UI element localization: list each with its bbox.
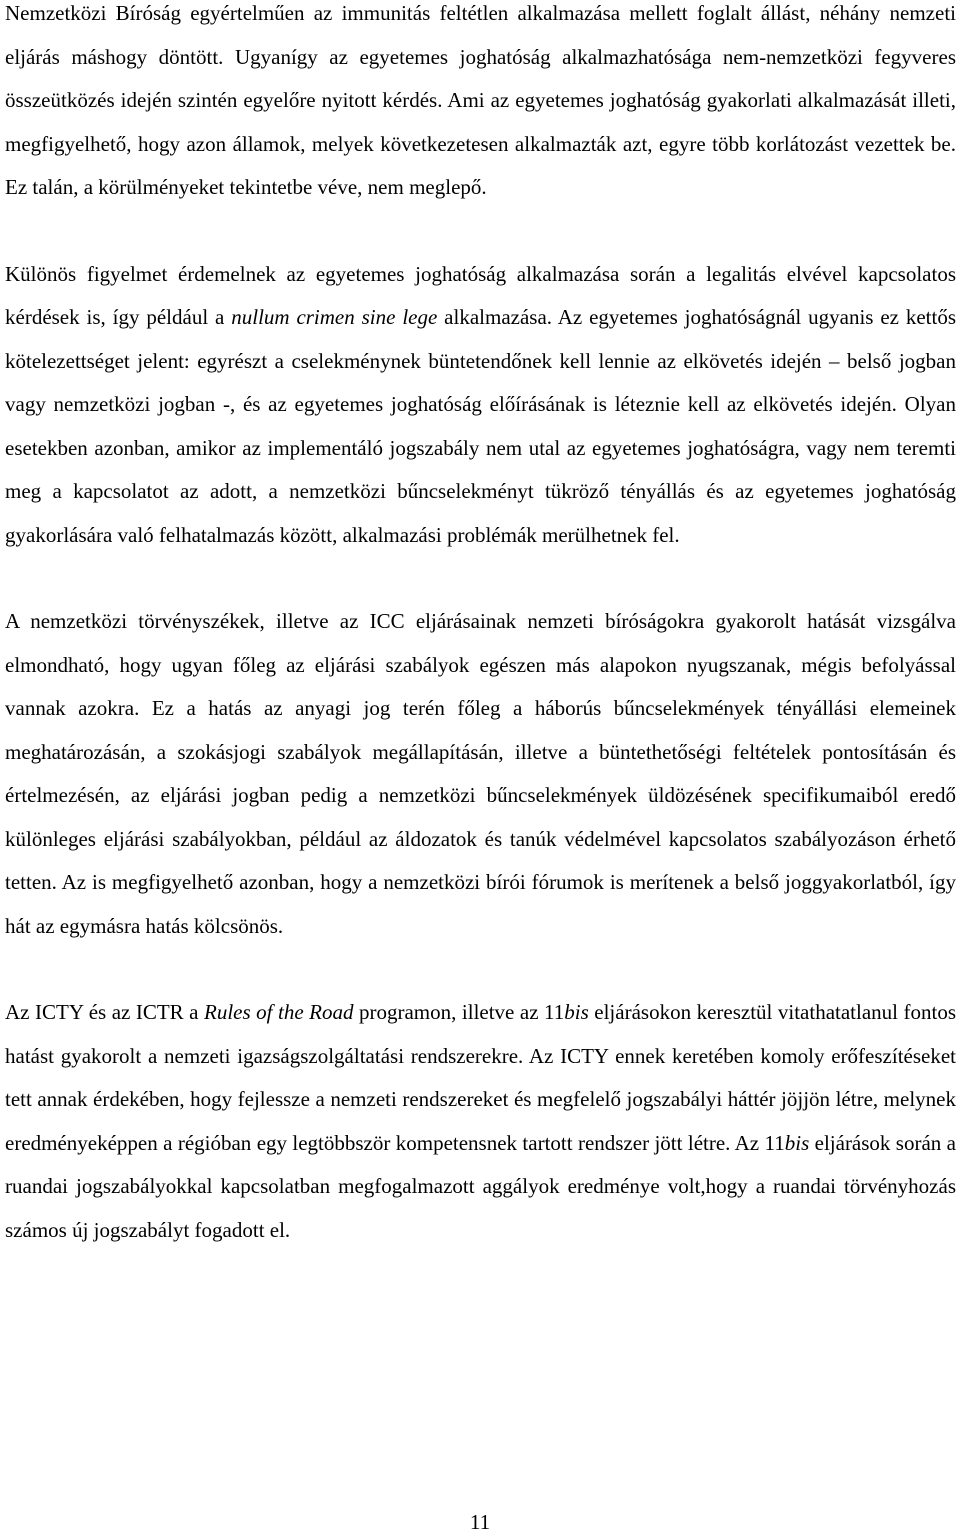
paragraph-4-italic-bis-1: bis <box>564 1000 589 1024</box>
paragraph-gap <box>5 210 956 253</box>
paragraph-4 <box>5 991 956 1252</box>
paragraph-gap <box>5 557 956 600</box>
paragraph-1-text: Nemzetközi Bíróság egyértelműen az immunitás feltétlen alkalmazása mellett foglalt állást, néhány nemzeti eljárás máshogy döntött. Ugyanígy az egyetemes joghatóság alkalmazhatósága nem-nemzetközi fegyveres összeütközés idején szintén egyelőre nyitott kérdés. Ami az egyetemes joghatóság gyakorlati alkalmazását illeti, megfigyelhető, hogy azon államok, melyek következetesen alkalmazták azt, egyre több korlátozást vezettek be. Ez talán, a körülményeket tekintetbe véve, nem meglepő. <box>5 1 956 199</box>
paragraph-2-text-b: alkalmazása. Az egyetemes joghatóságnál ugyanis ez kettős kötelezettséget jelent: egyrészt a cselekménynek büntetendőnek kell lennie az elkövetés idején – belső jogban vagy nemzetközi jogban -, és az egyetemes joghatóság előírásának is léteznie kell az elkövetés idején. Olyan esetekben azonban, amikor az implementáló jogszabály nem utal az egyetemes joghatóságra, vagy nem teremti meg a kapcsolatot az adott, a nemzetközi bűncselekményt tükröző tényállás és az egyetemes joghatóság gyakorlására való felhatalmazás között, alkalmazási problémák merülhetnek fel. <box>5 305 957 547</box>
paragraph-4-italic-program-name: Rules of the Road <box>204 1000 354 1024</box>
paragraph-4-text-a: Az ICTY és az ICTR a <box>5 1000 205 1024</box>
paragraph-1 <box>5 0 956 210</box>
page-number: 11 <box>469 1510 491 1534</box>
paragraph-4-italic-bis-2: bis <box>784 1130 810 1155</box>
paragraph-3-text: A nemzetközi törvényszékek, illetve az ICC eljárásainak nemzeti bíróságokra gyakorolt hatását vizsgálva elmondható, hogy ugyan főleg az eljárási szabályok egészen más alapokon nyugszanak, mégis befolyással vannak azokra. Ez a hatás az anyagi jog terén főleg a háborús bűncselekmények tényállási elemeinek meghatározásán, a szokásjogi szabályok megállapításán, illetve a büntethetőségi feltételek pontosításán és értelmezésén, az eljárási jogban pedig a nemzetközi bűncselekmények üldözésének specifikumaiból eredő különleges eljárási szabályokban, például az áldozatok és tanúk védelmével kapcsolatos szabályozáson érhető tetten. Az is megfigyelhető azonban, hogy a nemzetközi bírói fórumok is merítenek a belső joggyakorlatból, így hát az egymásra hatás kölcsönös. <box>5 609 956 938</box>
paragraph-4-text-d: eljárások során a ruandai jogszabályokkal kapcsolatban megfogalmazott aggályok eredménye volt,hogy a ruandai törvényhozás számos új jogszabályt fogadott el. <box>5 1130 956 1242</box>
paragraph-2-italic-latin-phrase: nullum crimen sine lege <box>231 305 438 329</box>
paragraph-3 <box>5 600 956 948</box>
paragraph-4-text-b: programon, illetve az 11 <box>353 1000 565 1024</box>
paragraph-2-text-a: Különös figyelmet érdemelnek az egyetemes joghatóság alkalmazása során a legalitás elvével kapcsolatos kérdések is, így például a <box>5 261 956 329</box>
paragraph-2 <box>5 253 956 558</box>
paragraph-gap <box>5 948 956 991</box>
paragraph-4-text-c: eljárásokon keresztül vitathatatlanul fontos hatást gyakorolt a nemzeti igazságszolgáltatási rendszerekre. Az ICTY ennek keretében komoly erőfeszítéseket tett annak érdekében, hogy fejlessze a nemzeti rendszereket és megfelelő jogszabályi háttér jöjjön létre, melynek eredményeképpen a régióban egy legtöbbször kompetensnek tartott rendszer jött létre. Az 11 <box>5 1000 956 1155</box>
document-page <box>5 0 956 1252</box>
